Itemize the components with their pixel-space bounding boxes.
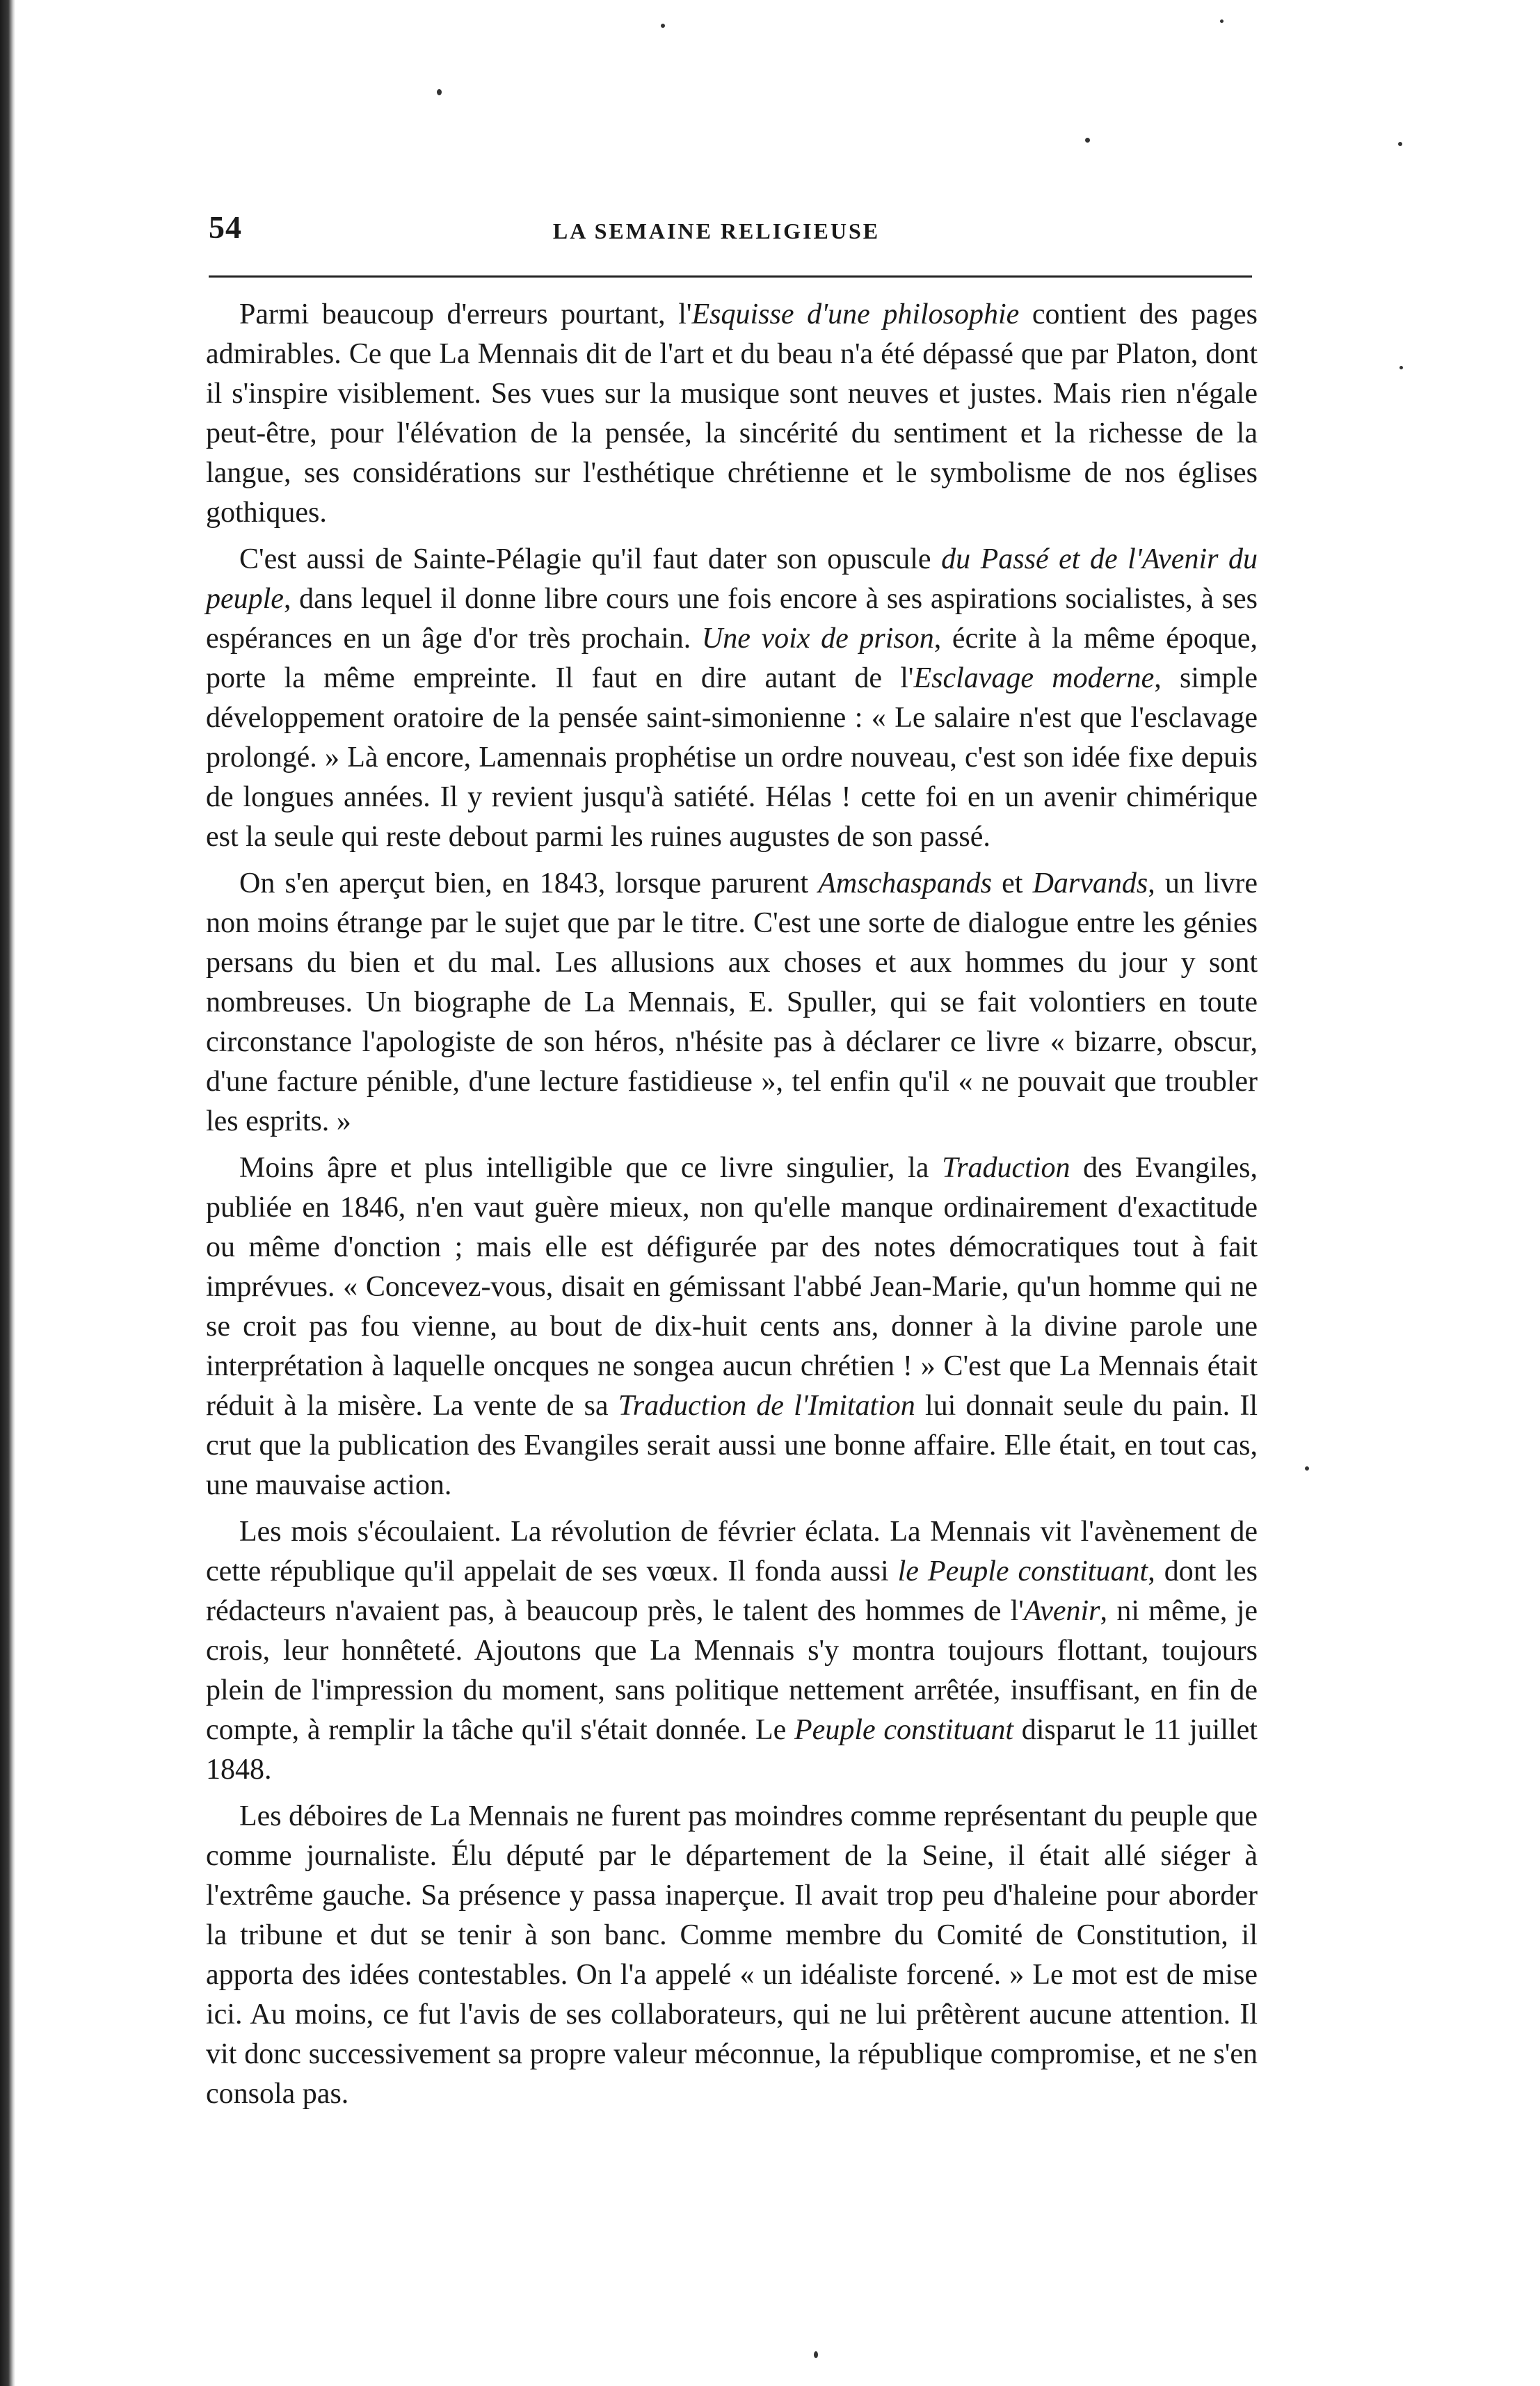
- print-speck: [437, 89, 442, 95]
- print-speck: [1399, 366, 1403, 369]
- paragraph-1: Parmi beaucoup d'erreurs pourtant, l'Esquisse d'une philosophie contient des pages admirables. Ce que La Mennais dit de l'art et du beau n'a été dépassé que par Platon, dont il s'inspire visiblement. Ses vues sur la musique sont neuves et justes. Mais rien n'égale peut-être, pour l'élévation de la pensée, la sincérité du sentiment et la richesse de la langue, ses considérations sur l'esthétique chrétienne et le symbolisme de nos églises gothiques.: [206, 298, 1258, 529]
- binding-edge: [0, 0, 15, 2386]
- paragraph-3: On s'en aperçut bien, en 1843, lorsque parurent Amschaspands et Darvands, un livre non moins étrange par le sujet que par le titre. C'est une sorte de dialogue entre les génies persans du bien et du mal. Les allusions aux choses et aux hommes du jour y sont nombreuses. Un biographe de La Mennais, E. Spuller, qui se fait volontiers en toute circonstance l'apologiste de son héros, n'hésite pas à déclarer ce livre « bizarre, obscur, d'une facture pénible, d'une lecture fastidieuse », tel enfin qu'il « ne pouvait que troubler les esprits. »: [206, 867, 1258, 1137]
- print-speck: [1085, 138, 1090, 143]
- body-text: [206, 295, 1258, 2121]
- print-speck: [1398, 142, 1402, 146]
- running-title: LA SEMAINE RELIGIEUSE: [552, 218, 881, 243]
- page-header: [209, 209, 1252, 257]
- paragraph-4: Moins âpre et plus intelligible que ce livre singulier, la Traduction des Evangiles, publiée en 1846, n'en vaut guère mieux, non qu'elle manque ordinairement d'exactitude ou même d'onction ; mais elle est défigurée par des notes démocratiques tout à fait imprévues. « Concevez-vous, disait en gémissant l'abbé Jean-Marie, qu'un homme qui ne se croit pas fou vienne, au bout de dix-huit cents ans, donner à la divine parole une interprétation à laquelle oncques ne songea aucun chrétien ! » C'est que La Mennais était réduit à la misère. La vente de sa Traduction de l'Imitation lui donnait seule du pain. Il crut que la publication des Evangiles serait aussi une bonne affaire. Elle était, en tout cas, une mauvaise action.: [206, 1152, 1258, 1501]
- print-speck: [661, 24, 665, 28]
- header-rule: [209, 275, 1252, 278]
- print-speck: [1305, 1466, 1309, 1471]
- print-speck: [1220, 19, 1224, 23]
- paragraph-6: Les déboires de La Mennais ne furent pas moindres comme représentant du peuple que comme journaliste. Élu député par le département de la Seine, il était allé siéger à l'extrême gauche. Sa présence y passa inaperçue. Il avait trop peu d'haleine pour aborder la tribune et dut se tenir à son banc. Comme membre du Comité de Constitution, il apporta des idées contestables. On l'a appelé « un idéaliste forcené. » Le mot est de mise ici. Au moins, ce fut l'avis de ses collaborateurs, qui ne lui prêtèrent aucune attention. Il vit donc successivement sa propre valeur méconnue, la république compromise, et ne s'en consola pas.: [206, 1800, 1258, 2110]
- page-number: 54: [209, 209, 242, 245]
- paragraph-5: Les mois s'écoulaient. La révolution de février éclata. La Mennais vit l'avènement de cette république qu'il appelait de ses vœux. Il fonda aussi le Peuple constituant, dont les rédacteurs n'avaient pas, à beaucoup près, le talent des hommes de l'Avenir, ni même, je crois, leur honnêteté. Ajoutons que La Mennais s'y montra toujours flottant, toujours plein de l'impression du moment, sans politique nettement arrêtée, insuffisant, en fin de compte, à remplir la tâche qu'il s'était donnée. Le Peuple constituant disparut le 11 juillet 1848.: [206, 1516, 1258, 1786]
- paragraph-2: C'est aussi de Sainte-Pélagie qu'il faut dater son opuscule du Passé et de l'Avenir du peuple, dans lequel il donne libre cours une fois encore à ses aspirations socialistes, à ses espérances en un âge d'or très prochain. Une voix de prison, écrite à la même époque, porte la même empreinte. Il faut en dire autant de l'Esclavage moderne, simple développement oratoire de la pensée saint-simonienne : « Le salaire n'est que l'esclavage prolongé. » Là encore, Lamennais prophétise un ordre nouveau, c'est son idée fixe depuis de longues années. Il y revient jusqu'à satiété. Hélas ! cette foi en un avenir chimérique est la seule qui reste debout parmi les ruines augustes de son passé.: [206, 543, 1258, 853]
- print-speck: [814, 2351, 818, 2358]
